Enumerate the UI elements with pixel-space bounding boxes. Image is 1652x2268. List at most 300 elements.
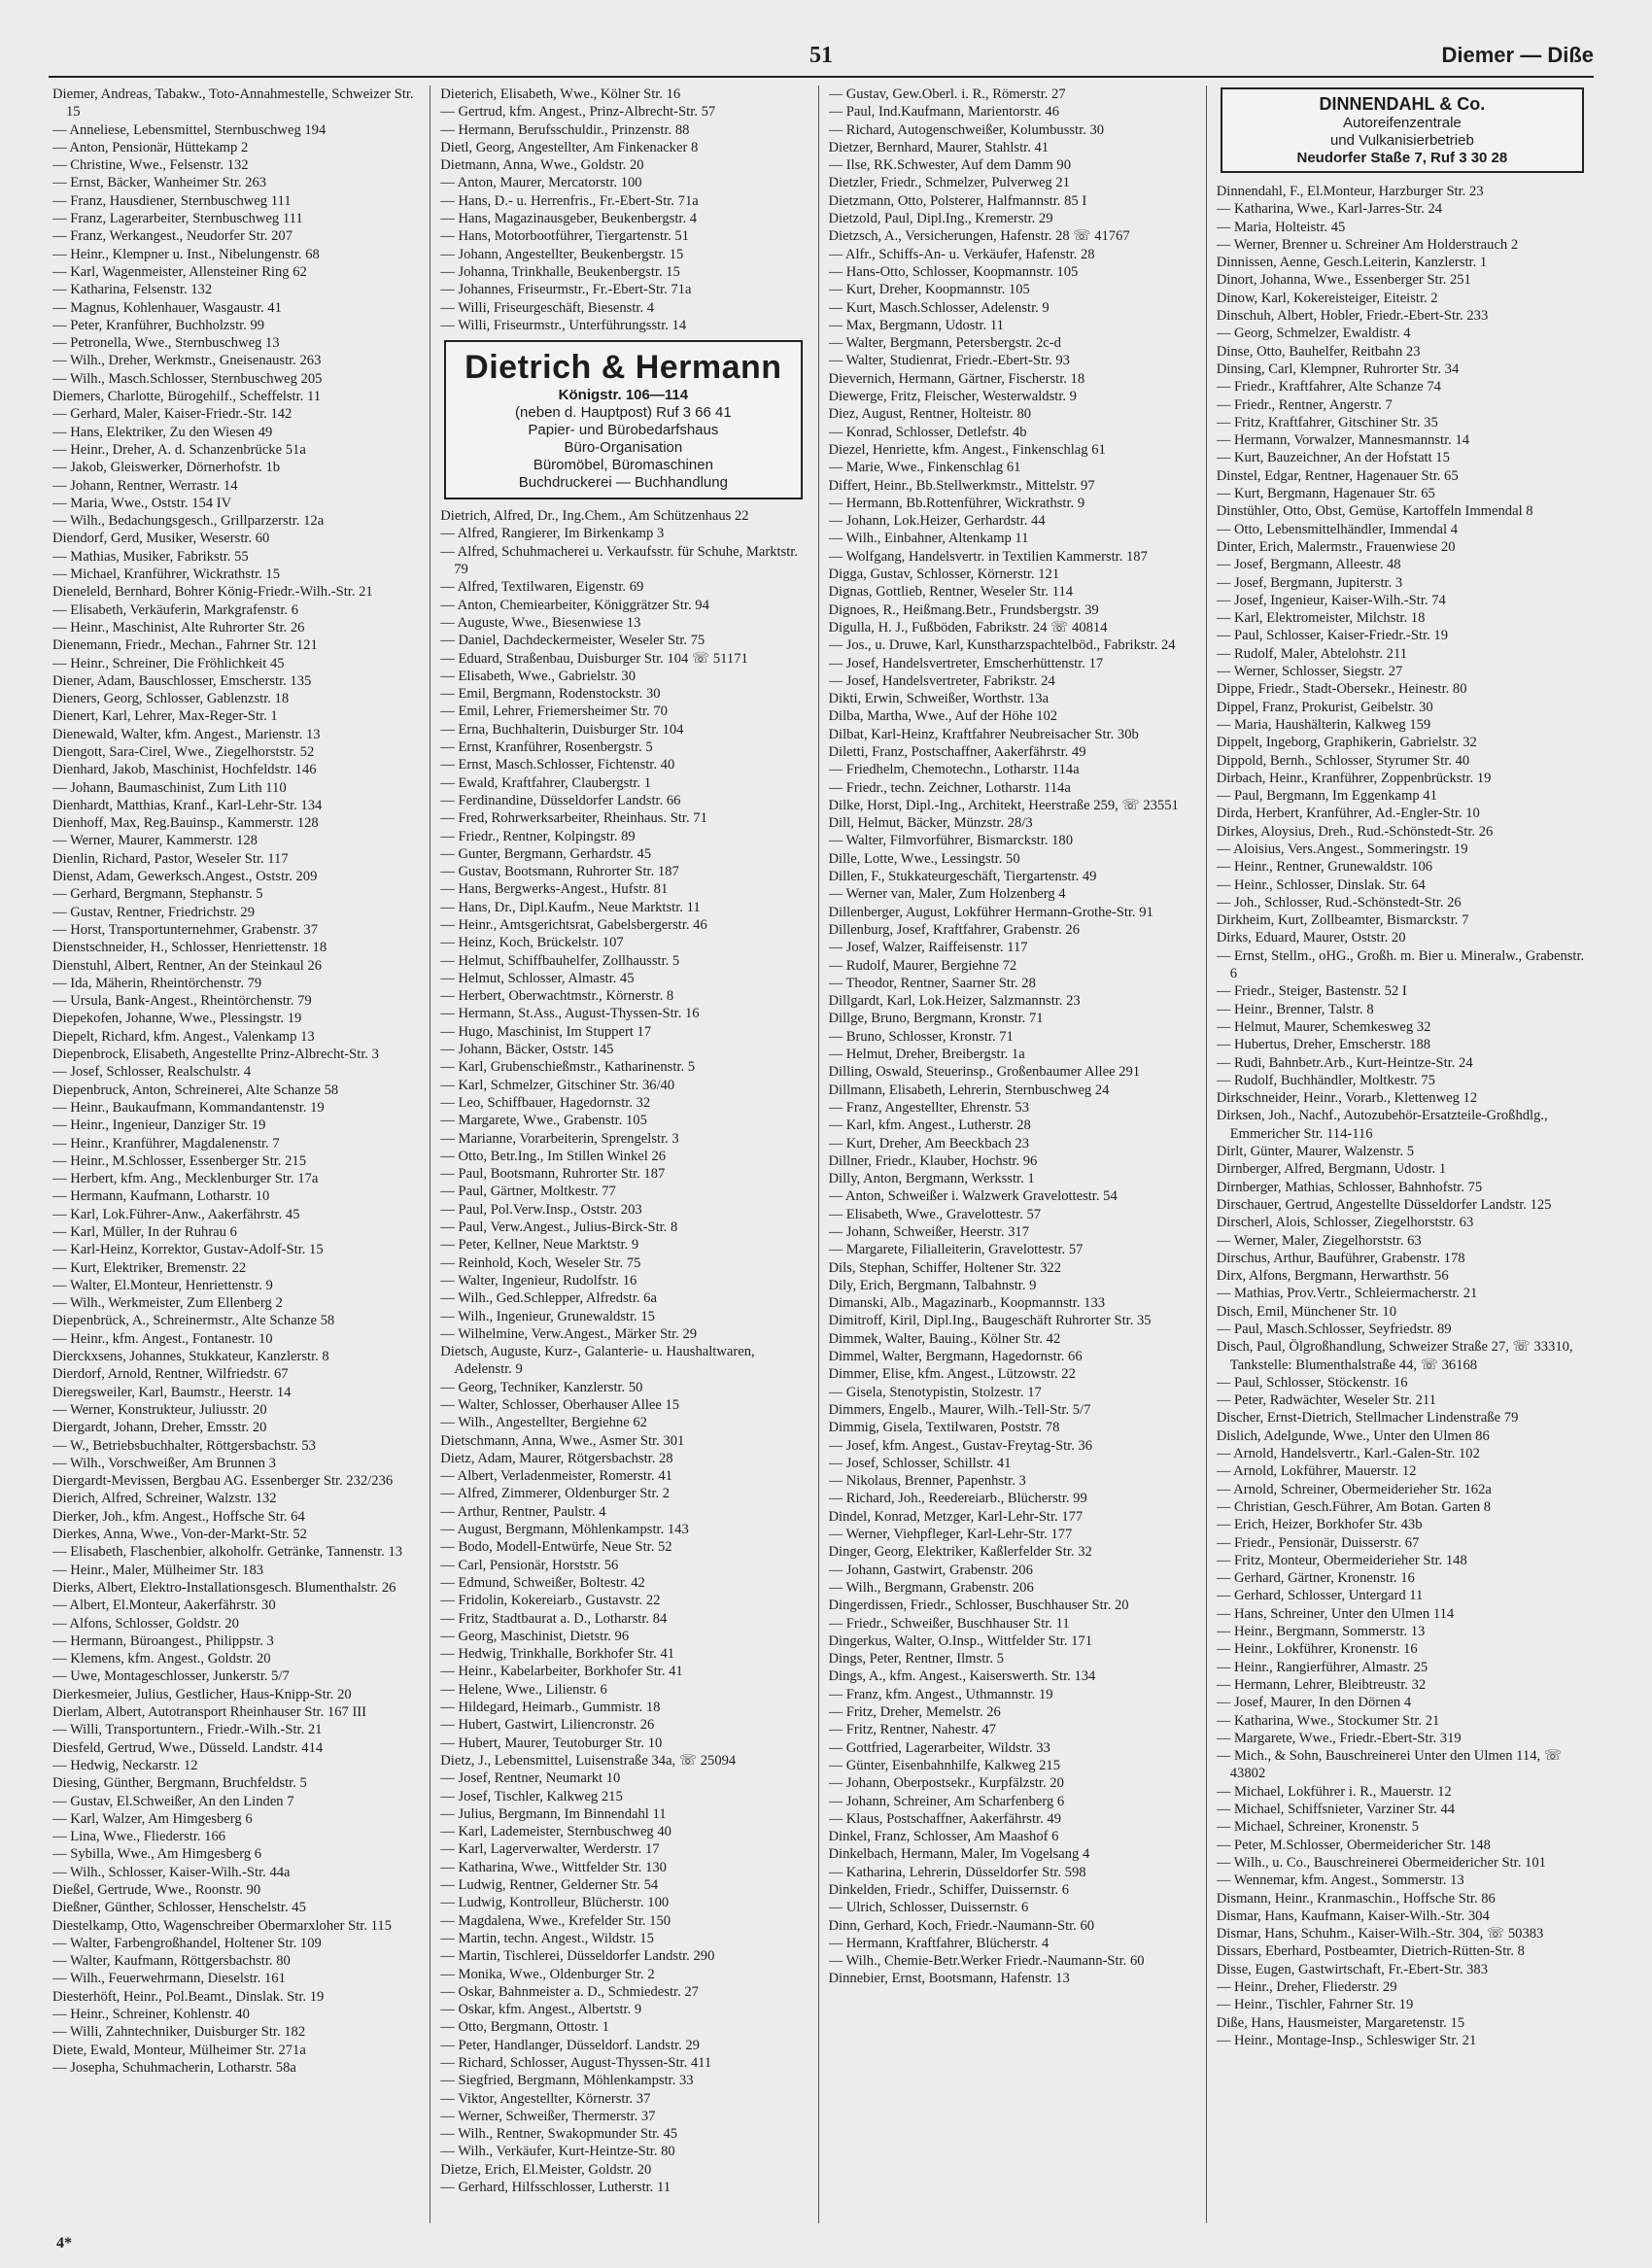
ad-line1: Papier- und Bürobedarfshaus	[528, 422, 719, 439]
directory-entry: — Fritz, Kraftfahrer, Gitschiner Str. 35	[1216, 414, 1438, 430]
directory-entry: Dippe, Friedr., Stadt-Obersekr., Heinestr. 80	[1216, 681, 1467, 698]
directory-entry: — Werner, Brenner u. Schreiner Am Holderstrauch 2	[1216, 236, 1519, 253]
directory-entry: Dierkesmeier, Julius, Gestlicher, Haus-Knipp-Str. 20	[52, 1686, 352, 1702]
directory-entry: — Hans, Elektriker, Zu den Wiesen 49	[52, 424, 273, 440]
directory-entry: — Gottfried, Lagerarbeiter, Wildstr. 33	[828, 1739, 1050, 1756]
directory-entry: — Alfred, Schuhmacherei u. Verkaufsstr. für Schuhe, Marktstr. 79	[440, 543, 798, 578]
directory-entry: Dirnberger, Mathias, Schlosser, Bahnhofstr. 75	[1216, 1179, 1483, 1195]
directory-entry: — Aloisius, Vers.Angest., Sommeringstr. 19	[1216, 841, 1468, 857]
directory-entry: — Josepha, Schuhmacherin, Lotharstr. 58a	[52, 2059, 296, 2076]
directory-entry: Dietl, Georg, Angestellter, Am Finkenacker 8	[440, 139, 699, 155]
directory-entry: — Johann, Gastwirt, Grabenstr. 206	[828, 1562, 1033, 1578]
directory-entry: — Heinr., Bergmann, Sommerstr. 13	[1216, 1624, 1426, 1640]
directory-entry: — Heinr., Dreher, A. d. Schanzenbrücke 51a	[52, 441, 306, 458]
directory-entry: — Anton, Pensionär, Hüttekamp 2	[52, 139, 249, 155]
directory-entry: — Michael, Lokführer i. R., Mauerstr. 12	[1216, 1783, 1452, 1800]
directory-entry: — Peter, Radwächter, Weseler Str. 211	[1216, 1392, 1436, 1409]
directory-entry: — Johann, Oberpostsekr., Kurpfälzstr. 20	[828, 1775, 1064, 1792]
directory-entry: — Richard, Joh., Reedereiarb., Blücherstr. 99	[828, 1491, 1087, 1507]
directory-entry: Dirscherl, Alois, Schlosser, Ziegelhorststr. 63	[1216, 1215, 1474, 1231]
directory-entry: — Albert, El.Monteur, Aakerfährstr. 30	[52, 1598, 276, 1614]
directory-entry: Dienewald, Walter, kfm. Angest., Marienstr. 13	[52, 726, 321, 742]
directory-entry: — Hermann, Kraftfahrer, Blücherstr. 4	[828, 1935, 1050, 1951]
directory-entry: — Heinr., kfm. Angest., Fontanestr. 10	[52, 1330, 273, 1347]
directory-entry: — Hermann, Vorwalzer, Mannesmannstr. 14	[1216, 432, 1470, 449]
directory-entry: Dinse, Otto, Bauhelfer, Reitbahn 23	[1216, 343, 1421, 360]
directory-entry: — Arnold, Lokführer, Mauerstr. 12	[1216, 1463, 1417, 1480]
directory-entry: Differt, Heinr., Bb.Stellwerkmstr., Mittelstr. 97	[828, 477, 1095, 494]
directory-entry: — Katharina, Felsenstr. 132	[52, 282, 213, 298]
directory-entry: Dismar, Hans, Kaufmann, Kaiser-Wilh.-Str. 304	[1216, 1907, 1490, 1924]
directory-entry: — Heinr., Klempner u. Inst., Nibelungenstr. 68	[52, 246, 320, 262]
directory-entry: — Walter, El.Monteur, Henriettenstr. 9	[52, 1277, 273, 1293]
directory-entry: — Friedhelm, Chemotechn., Lotharstr. 114a	[828, 762, 1080, 778]
directory-entry: Disch, Emil, Münchener Str. 10	[1216, 1303, 1396, 1320]
directory-entry: — Mathias, Musiker, Fabrikstr. 55	[52, 548, 249, 565]
directory-entry: Diener, Adam, Bauschlosser, Emscherstr. 135	[52, 672, 312, 689]
directory-entry: Dießner, Günther, Schlosser, Henschelstr. 45	[52, 1900, 306, 1916]
ad-line4: Buchdruckerei — Buchhandlung	[518, 474, 728, 492]
directory-entry: — Arnold, Schreiner, Obermeiderieher Str. 162a	[1216, 1481, 1492, 1497]
directory-entry: — Heinr., Lokführer, Kronenstr. 16	[1216, 1641, 1418, 1658]
directory-entry: — Josef, kfm. Angest., Gustav-Freytag-Str. 36	[828, 1437, 1093, 1454]
directory-entry: Dilly, Anton, Bergmann, Werksstr. 1	[828, 1171, 1035, 1187]
directory-entry: — Hans, Dr., Dipl.Kaufm., Neue Marktstr. 11	[440, 899, 701, 915]
directory-entry: — Franz, Lagerarbeiter, Sternbuschweg 111	[52, 211, 303, 227]
directory-entry: — Fritz, Monteur, Obermeiderieher Str. 148	[1216, 1552, 1467, 1568]
directory-entry: — Johann, Bäcker, Oststr. 145	[440, 1042, 614, 1058]
directory-entry: — Katharina, Wwe., Karl-Jarres-Str. 24	[1216, 201, 1443, 218]
directory-entry: — Josef, Tischler, Kalkweg 215	[440, 1788, 623, 1804]
directory-entry: — Hans, Motorbootführer, Tiergartenstr. 51	[440, 228, 689, 245]
directory-entry: — Josef, Walzer, Raiffeisenstr. 117	[828, 940, 1028, 956]
directory-entry: Dirschus, Arthur, Bauführer, Grabenstr. 178	[1216, 1250, 1465, 1266]
directory-entry: — Werner, Schweißer, Thermerstr. 37	[440, 2108, 656, 2124]
directory-entry: Dirkheim, Kurt, Zollbeamter, Bismarckstr. 7	[1216, 912, 1469, 929]
directory-entry: Digulla, H. J., Fußböden, Fabrikstr. 24 ☏ 40814	[828, 619, 1108, 636]
directory-entry: — Heinr., Schlosser, Dinslak. Str. 64	[1216, 876, 1426, 893]
directory-entry: — Ida, Mäherin, Rheintörchenstr. 79	[52, 975, 262, 991]
directory-entry: — Friedr., Pensionär, Duisserstr. 67	[1216, 1534, 1420, 1551]
directory-entry: — Maria, Wwe., Oststr. 154 IV	[52, 495, 232, 511]
directory-entry: Dinnissen, Aenne, Gesch.Leiterin, Kanzlerstr. 1	[1216, 255, 1488, 271]
directory-entry: Dinn, Gerhard, Koch, Friedr.-Naumann-Str. 60	[828, 1917, 1095, 1934]
directory-entry: — Wilh., Einbahner, Altenkamp 11	[828, 531, 1029, 547]
directory-entry: Dillenburg, Josef, Kraftfahrer, Grabenstr. 26	[828, 921, 1081, 938]
directory-entry: — Heinr., Schreiner, Kohlenstr. 40	[52, 2007, 250, 2023]
directory-entry: — Julius, Bergmann, Im Binnendahl 11	[440, 1805, 667, 1822]
directory-entry: Dirschauer, Gertrud, Angestellte Düsseldorfer Landstr. 125	[1216, 1196, 1552, 1213]
directory-entry: — Wilh., Bedachungsgesch., Grillparzerstr. 12a	[52, 513, 325, 530]
directory-entry: — Josef, Schlosser, Schillstr. 41	[828, 1455, 1012, 1471]
directory-entry: — Karl, Grubenschießmstr., Katharinenstr. 5	[440, 1059, 696, 1076]
directory-entry: — Martin, Tischlerei, Düsseldorfer Landstr. 290	[440, 1948, 715, 1965]
sheet-signature: 4*	[56, 2235, 72, 2251]
directory-entry: — Petronella, Wwe., Sternbuschweg 13	[52, 335, 280, 352]
directory-entry: — Fridolin, Kokereiarb., Gustavstr. 22	[440, 1593, 661, 1609]
directory-entry: — Karl, Müller, In der Ruhrau 6	[52, 1224, 237, 1240]
directory-entry: Dietsch, Auguste, Kurz-, Galanterie- u. Haushaltwaren, Adelenstr. 9	[440, 1344, 755, 1378]
directory-entry: Dirlt, Günter, Maurer, Walzenstr. 5	[1216, 1144, 1415, 1160]
directory-entry: — Gisela, Stenotypistin, Stolzestr. 17	[828, 1384, 1042, 1400]
directory-entry: — Hermann, Lehrer, Bleibtreustr. 32	[1216, 1676, 1427, 1693]
directory-entry: — Wilh., Ingenieur, Grunewaldstr. 15	[440, 1308, 655, 1324]
directory-entry: Discher, Ernst-Dietrich, Stellmacher Lindenstraße 79	[1216, 1410, 1519, 1426]
directory-entry: — Josef, Schlosser, Realschulstr. 4	[52, 1064, 252, 1081]
directory-entry: — Elisabeth, Verkäuferin, Markgrafenstr. 6	[52, 601, 299, 618]
directory-entry: Dille, Lotte, Wwe., Lessingstr. 50	[828, 850, 1020, 867]
directory-entry: — Emil, Bergmann, Rodenstockstr. 30	[440, 686, 661, 703]
directory-entry: — Paul, Verw.Angest., Julius-Birck-Str. 8	[440, 1220, 678, 1236]
directory-entry: — Marie, Wwe., Finkenschlag 61	[828, 460, 1021, 476]
directory-entry: Dirbach, Heinr., Kranführer, Zoppenbrückstr. 19	[1216, 770, 1492, 786]
directory-entry: — Gerhard, Gärtner, Kronenstr. 16	[1216, 1570, 1415, 1587]
directory-entry: Dippel, Franz, Prokurist, Geibelstr. 30	[1216, 699, 1433, 715]
directory-entry: — Karl, kfm. Angest., Lutherstr. 28	[828, 1117, 1031, 1134]
directory-entry: — Edmund, Schweißer, Boltestr. 42	[440, 1574, 645, 1591]
directory-entry: — Friedr., techn. Zeichner, Lotharstr. 114a	[828, 779, 1071, 796]
directory-entry: — Mathias, Prov.Vertr., Schleiermacherstr. 21	[1216, 1286, 1478, 1302]
directory-entry: Dieterich, Elisabeth, Wwe., Kölner Str. 16	[440, 86, 681, 102]
directory-entry: Dinkel, Franz, Schlosser, Am Maashof 6	[828, 1829, 1059, 1845]
ad-line1: Autoreifenzentrale	[1343, 115, 1462, 131]
directory-entry: Dillge, Bruno, Bergmann, Kronstr. 71	[828, 1011, 1044, 1027]
directory-entry: — Willi, Zahntechniker, Duisburger Str. 182	[52, 2024, 306, 2041]
directory-entry: — Kurt, Dreher, Am Beeckbach 23	[828, 1135, 1029, 1151]
directory-entry: — Margarete, Filialleiterin, Gravelottestr. 57	[828, 1242, 1084, 1258]
directory-entry: — Wilh., Werkmeister, Zum Ellenberg 2	[52, 1295, 283, 1312]
directory-entry: — Katharina, Wwe., Stockumer Str. 21	[1216, 1712, 1440, 1729]
directory-entry: — Gustav, Gew.Oberl. i. R., Römerstr. 27	[828, 86, 1066, 102]
directory-entry: Dievernich, Hermann, Gärtner, Fischerstr. 18	[828, 370, 1085, 387]
directory-entry: — Walter, Studienrat, Friedr.-Ebert-Str. 93	[828, 353, 1070, 369]
directory-entry: Dinow, Karl, Kokereisteiger, Eiteistr. 2	[1216, 290, 1438, 306]
directory-entry: Diemer, Andreas, Tabakw., Toto-Annahmestelle, Schweizer Str. 15	[52, 86, 414, 120]
directory-entry: — Jos., u. Druwe, Karl, Kunstharzspachtelböd., Fabrikstr. 24	[828, 637, 1176, 654]
directory-entry: — Helmut, Dreher, Breibergstr. 1a	[828, 1047, 1025, 1063]
directory-entry: Dießel, Gertrude, Wwe., Roonstr. 90	[52, 1881, 261, 1898]
directory-entry: — Wilh., Chemie-Betr.Werker Friedr.-Naumann-Str. 60	[828, 1953, 1145, 1970]
directory-entry: — Paul, Pol.Verw.Insp., Oststr. 203	[440, 1201, 642, 1218]
directory-entry: — Paul, Schlosser, Kaiser-Friedr.-Str. 19	[1216, 628, 1449, 644]
directory-entry: — Wilhelmine, Verw.Angest., Märker Str. 29	[440, 1325, 698, 1342]
directory-entry: Dindel, Konrad, Metzger, Karl-Lehr-Str. 177	[828, 1508, 1084, 1525]
directory-entry: — Daniel, Dachdeckermeister, Weseler Str. 75	[440, 633, 706, 649]
directory-entry: Dilke, Horst, Dipl.-Ing., Architekt, Heerstraße 259, ☏ 23551	[828, 797, 1179, 813]
directory-entry: — Wilh., Angestellter, Bergiehne 62	[440, 1415, 647, 1431]
directory-entry: — Heinr., Schreiner, Die Fröhlichkeit 45	[52, 655, 285, 671]
directory-entry: — Johanna, Trinkhalle, Beukenbergstr. 15	[440, 263, 680, 280]
directory-entry: — Heinr., Dreher, Fliederstr. 29	[1216, 1978, 1397, 1995]
directory-entry: — Emil, Lehrer, Friemersheimer Str. 70	[440, 704, 668, 720]
directory-entry: Dinsing, Carl, Klempner, Ruhrorter Str. 34	[1216, 361, 1460, 377]
directory-entry: Dienst, Adam, Gewerksch.Angest., Oststr. 209	[52, 869, 318, 885]
directory-entry: Dirkes, Aloysius, Dreh., Rud.-Schönstedt-Str. 26	[1216, 823, 1494, 840]
directory-entry: — Magdalena, Wwe., Krefelder Str. 150	[440, 1912, 671, 1929]
directory-entry: — Hans, Magazinausgeber, Beukenbergstr. 4	[440, 211, 698, 227]
directory-entry: Dinkelden, Friedr., Schiffer, Duissernstr. 6	[828, 1881, 1070, 1898]
directory-entry: Dietz, Adam, Maurer, Rötgersbachstr. 28	[440, 1450, 673, 1466]
directory-entry: — Gunter, Bergmann, Gerhardstr. 45	[440, 845, 652, 862]
directory-entry: — Otto, Betr.Ing., Im Stillen Winkel 26	[440, 1148, 667, 1164]
directory-entry: Dinstühler, Otto, Obst, Gemüse, Kartoffeln Immendal 8	[1216, 503, 1533, 520]
directory-entry: — Katharina, Lehrerin, Düsseldorfer Str. 598	[828, 1864, 1086, 1880]
directory-entry: — Viktor, Angestellter, Körnerstr. 37	[440, 2090, 651, 2107]
directory-entry: Dings, A., kfm. Angest., Kaiserswerth. Str. 134	[828, 1668, 1096, 1685]
directory-entry: Dirnberger, Alfred, Bergmann, Udostr. 1	[1216, 1161, 1447, 1178]
directory-entry: — Heinr., Maler, Mülheimer Str. 183	[52, 1562, 264, 1578]
directory-entry: — Johann, Baumaschinist, Zum Lith 110	[52, 779, 287, 796]
directory-entry: — Helmut, Maurer, Schemkesweg 32	[1216, 1018, 1431, 1035]
directory-entry: Dienemann, Friedr., Mechan., Fahrner Str. 121	[52, 637, 318, 654]
directory-entry: — Friedr., Schweißer, Buschhauser Str. 11	[828, 1615, 1070, 1632]
directory-entry: — Helmut, Schlosser, Almastr. 45	[440, 970, 635, 986]
directory-entry: — Walter, Schlosser, Oberhauser Allee 15	[440, 1397, 680, 1413]
directory-entry: — Heinz, Koch, Brückelstr. 107	[440, 935, 624, 951]
directory-entry: — Ferdinandine, Düsseldorfer Landstr. 66	[440, 792, 681, 808]
directory-entry: — Hedwig, Neckarstr. 12	[52, 1757, 198, 1773]
directory-entry: Dismann, Heinr., Kranmaschin., Hoffsche Str. 86	[1216, 1890, 1496, 1907]
directory-entry: — Kurt, Elektriker, Bremenstr. 22	[52, 1259, 247, 1276]
directory-entry: Dikti, Erwin, Schweißer, Worthstr. 13a	[828, 691, 1050, 707]
directory-entry: — Josef, Rentner, Neumarkt 10	[440, 1770, 621, 1787]
directory-entry: Dillenberger, August, Lokführer Hermann-Grothe-Str. 91	[828, 904, 1153, 920]
directory-entry: — Friedr., Steiger, Bastenstr. 52 I	[1216, 983, 1407, 1000]
directory-entry: Diesterhöft, Heinr., Pol.Beamt., Dinslak. Str. 19	[52, 1988, 325, 2005]
directory-entry: Dietze, Erich, El.Meister, Goldstr. 20	[440, 2161, 652, 2178]
ad-line2: Büro-Organisation	[564, 439, 683, 457]
directory-entry: Dinger, Georg, Elektriker, Kaßlerfelder Str. 32	[828, 1544, 1092, 1561]
directory-entry: Diengott, Sara-Cirel, Wwe., Ziegelhorststr. 52	[52, 743, 315, 760]
directory-entry: — Leo, Schiffbauer, Hagedornstr. 32	[440, 1094, 651, 1111]
directory-entry: — Elisabeth, Wwe., Gabrielstr. 30	[440, 668, 637, 684]
directory-entry: Dily, Erich, Bergmann, Talbahnstr. 9	[828, 1277, 1037, 1293]
directory-entry: — Fritz, Dreher, Memelstr. 26	[828, 1704, 1001, 1721]
directory-entry: — Rudolf, Buchhändler, Moltkestr. 75	[1216, 1072, 1435, 1088]
directory-entry: — Paul, Masch.Schlosser, Seyfriedstr. 89	[1216, 1322, 1452, 1337]
directory-entry: Diße, Hans, Hausmeister, Margaretenstr. 15	[1216, 2014, 1465, 2031]
directory-entry: Diez, August, Rentner, Holteistr. 80	[828, 406, 1032, 423]
directory-entry: — Karl, Schmelzer, Gitschiner Str. 36/40	[440, 1077, 675, 1093]
directory-entry: — Werner van, Maler, Zum Holzenberg 4	[828, 886, 1066, 903]
directory-entry: — Paul, Schlosser, Stöckenstr. 16	[1216, 1374, 1408, 1391]
directory-entry: Dietz, J., Lebensmittel, Luisenstraße 34a, ☏ 25094	[440, 1752, 737, 1769]
directory-entry: Dietzold, Paul, Dipl.Ing., Kremerstr. 29	[828, 211, 1053, 227]
directory-entry: — Wolfgang, Handelsvertr. in Textilien Kammerstr. 187	[828, 548, 1148, 565]
directory-entry: — Richard, Schlosser, August-Thyssen-Str. 411	[440, 2054, 712, 2071]
directory-entry: — Wilh., Dreher, Werkmstr., Gneisenaustr. 263	[52, 353, 322, 369]
directory-entry: — W., Betriebsbuchhalter, Röttgersbachstr. 53	[52, 1437, 316, 1454]
directory-entry: — Margarete, Wwe., Friedr.-Ebert-Str. 319	[1216, 1730, 1462, 1746]
directory-entry: — Ernst, Stellm., oHG., Großh. m. Bier u. Mineralw., Grabenstr. 6	[1216, 947, 1585, 982]
directory-entry: Dilbat, Karl-Heinz, Kraftfahrer Neubreisacher Str. 30b	[828, 726, 1139, 742]
directory-entry: — Michael, Kranführer, Wickrathstr. 15	[52, 567, 281, 583]
directory-entry: Dill, Helmut, Bäcker, Münzstr. 28/3	[828, 815, 1033, 832]
directory-entry: — Ewald, Kraftfahrer, Claubergstr. 1	[440, 774, 652, 791]
directory-entry: — Franz, Hausdiener, Sternbuschweg 111	[52, 192, 292, 209]
directory-entry: — Hans, D.- u. Herrenfris., Fr.-Ebert-Str. 71a	[440, 192, 699, 209]
directory-entry: — Josef, Handelsvertreter, Emscherhüttenstr. 17	[828, 655, 1104, 671]
directory-entry: — Helmut, Schiffbauhelfer, Zollhausstr. 5	[440, 952, 680, 969]
directory-entry: — Hubert, Gastwirt, Liliencronstr. 26	[440, 1717, 655, 1734]
directory-entry: Dinkelbach, Hermann, Maler, Im Vogelsang 4	[828, 1846, 1090, 1863]
directory-entry: — Wilh., Feuerwehrmann, Dieselstr. 161	[52, 1971, 286, 1987]
running-head: Diemer — Diße	[1441, 43, 1594, 67]
directory-entry: Dietzer, Bernhard, Maurer, Stahlstr. 41	[828, 139, 1050, 155]
directory-entry: Diletti, Franz, Postschaffner, Aakerfährstr. 49	[828, 743, 1086, 760]
directory-entry: Dietmann, Anna, Wwe., Goldstr. 20	[440, 157, 644, 174]
directory-entry: — Gustav, Rentner, Friedrichstr. 29	[52, 904, 256, 920]
directory-entry: Diergardt-Mevissen, Bergbau AG. Essenberger Str. 232/236	[52, 1473, 394, 1490]
directory-entry: — Arthur, Rentner, Paulstr. 4	[440, 1503, 606, 1520]
directory-entry: Disse, Eugen, Gastwirtschaft, Fr.-Ebert-Str. 383	[1216, 1961, 1489, 1977]
directory-entry: Dieners, Georg, Schlosser, Gablenzstr. 18	[52, 691, 290, 707]
directory-entry: — Hedwig, Trinkhalle, Borkhofer Str. 41	[440, 1646, 675, 1663]
directory-entry: Dippelt, Ingeborg, Graphikerin, Gabrielstr. 32	[1216, 735, 1477, 751]
directory-entry: — Erich, Heizer, Borkhofer Str. 43b	[1216, 1517, 1423, 1533]
directory-entry: — Wilh., Schlosser, Kaiser-Wilh.-Str. 44a	[52, 1864, 291, 1880]
directory-entry: Dierlam, Albert, Autotransport Rheinhauser Str. 167 III	[52, 1704, 367, 1721]
ad-line3: Neudorfer Staße 7, Ruf 3 30 28	[1296, 150, 1508, 166]
directory-entry: Dimmig, Gisela, Textilwaren, Poststr. 78	[828, 1420, 1060, 1436]
directory-entry: — Ilse, RK.Schwester, Auf dem Damm 90	[828, 157, 1071, 174]
directory-entry: Dietzmann, Otto, Polsterer, Halfmannstr. 85 I	[828, 192, 1087, 209]
directory-entry: — Christian, Gesch.Führer, Am Botan. Garten 8	[1216, 1498, 1492, 1515]
directory-entry: Dinstel, Edgar, Rentner, Hagenauer Str. 65	[1216, 467, 1459, 484]
directory-entry: Dilling, Oswald, Steuerinsp., Großenbaumer Allee 291	[828, 1064, 1141, 1081]
directory-entry: Disch, Paul, Ölgroßhandlung, Schweizer Straße 27, ☏ 33310, Tankstelle: Blumenthalstraße 44, ☏ 36168	[1216, 1339, 1573, 1373]
directory-entry: — Joh., Schlosser, Rud.-Schönstedt-Str. 26	[1216, 894, 1462, 911]
directory-entry: — Paul, Bergmann, Im Eggenkamp 41	[1216, 788, 1437, 805]
directory-entry: — Ernst, Kranführer, Rosenbergstr. 5	[440, 739, 653, 756]
directory-entry: — Hermann, St.Ass., August-Thyssen-Str. 16	[440, 1006, 700, 1022]
ad-line2: und Vulkanisierbetrieb	[1329, 132, 1474, 149]
directory-entry: — Wilh., Masch.Schlosser, Sternbuschweg 205	[52, 370, 323, 387]
directory-entry: — Heinr., Kabelarbeiter, Borkhofer Str. 41	[440, 1664, 683, 1680]
directory-entry: — Marianne, Vorarbeiterin, Sprengelstr. 3	[440, 1130, 679, 1147]
directory-entry: Dierckxsens, Johannes, Stukkateur, Kanzlerstr. 8	[52, 1349, 329, 1365]
directory-entry: — Karl, Walzer, Am Himgesberg 6	[52, 1810, 253, 1827]
directory-entry: Diete, Ewald, Monteur, Mülheimer Str. 271a	[52, 2042, 306, 2058]
directory-entry: — Walter, Farbengroßhandel, Holtener Str. 109	[52, 1935, 322, 1951]
directory-entry: Dinnendahl, F., El.Monteur, Harzburger Str. 23	[1216, 184, 1484, 199]
page-header	[49, 39, 1594, 78]
directory-entry: — Hermann, Kaufmann, Lotharstr. 10	[52, 1188, 270, 1205]
directory-entry: — Max, Bergmann, Udostr. 11	[828, 317, 1004, 333]
directory-entry: — Johann, Lok.Heizer, Gerhardstr. 44	[828, 513, 1046, 530]
directory-entry: Diesfeld, Gertrud, Wwe., Düsseld. Landstr. 414	[52, 1739, 324, 1756]
directory-entry: — Oskar, Bahnmeister a. D., Schmiedestr. 27	[440, 1983, 699, 2000]
directory-entry: — Karl, Wagenmeister, Allensteiner Ring 62	[52, 263, 307, 280]
directory-entry: Dienhardt, Matthias, Kranf., Karl-Lehr-Str. 134	[52, 797, 323, 813]
directory-entry: — Peter, M.Schlosser, Obermeidericher Str. 148	[1216, 1837, 1491, 1853]
directory-entry: — Franz, Angestellter, Ehrenstr. 53	[828, 1099, 1030, 1116]
directory-entry: — Anton, Schweißer i. Walzwerk Gravelottestr. 54	[828, 1188, 1118, 1205]
directory-entry: — Fred, Rohrwerksarbeiter, Rheinhaus. Str. 71	[440, 810, 707, 827]
directory-entry: — Fritz, Stadtbaurat a. D., Lotharstr. 84	[440, 1610, 668, 1627]
directory-entry: Digga, Gustav, Schlosser, Körnerstr. 121	[828, 567, 1060, 583]
directory-entry: Dienhoff, Max, Reg.Bauinsp., Kammerstr. 128	[52, 815, 319, 832]
directory-entry: — Karl-Heinz, Korrektor, Gustav-Adolf-Str. 15	[52, 1242, 324, 1258]
directory-entry: — Peter, Kellner, Neue Marktstr. 9	[440, 1237, 639, 1254]
directory-entry: — Wilh., Rentner, Swakopmunder Str. 45	[440, 2126, 678, 2143]
directory-entry: Dierks, Albert, Elektro-Installationsgesch. Blumenthalstr. 26	[52, 1579, 396, 1596]
directory-entry: Dirksen, Joh., Nachf., Autozubehör-Ersatzteile-Großhdlg., Emmericher Str. 114-116	[1216, 1108, 1548, 1142]
directory-entry: — Hans, Schreiner, Unter den Ulmen 114	[1216, 1605, 1455, 1622]
directory-entry: — Fritz, Rentner, Nahestr. 47	[828, 1722, 996, 1738]
directory-entry: — Rudolf, Maurer, Bergiehne 72	[828, 957, 1017, 974]
directory-entry: — Josef, Ingenieur, Kaiser-Wilh.-Str. 74	[1216, 592, 1446, 608]
directory-entry: Dimmel, Walter, Bergmann, Hagedornstr. 66	[828, 1349, 1083, 1365]
directory-entry: — Hubertus, Dreher, Emscherstr. 188	[1216, 1037, 1431, 1053]
directory-entry: Dimmer, Elise, kfm. Angest., Lützowstr. 22	[828, 1366, 1076, 1383]
directory-entry: — Anton, Chemiearbeiter, Königgrätzer Str. 94	[440, 597, 709, 613]
directory-entry: — Jakob, Gleiswerker, Dörnerhofstr. 1b	[52, 460, 281, 476]
directory-entry: — Peter, Kranführer, Buchholzstr. 99	[52, 317, 265, 333]
directory-entry: — Ernst, Bäcker, Wanheimer Str. 263	[52, 175, 267, 191]
directory-entry: — Kurt, Dreher, Koopmannstr. 105	[828, 282, 1030, 298]
directory-entry: — Hans-Otto, Schlosser, Koopmannstr. 105	[828, 263, 1079, 280]
directory-entry: — Josef, Handelsvertreter, Fabrikstr. 24	[828, 672, 1055, 689]
directory-entry: — Heinr., Maschinist, Alte Ruhrorter Str. 26	[52, 619, 305, 636]
directory-entry: — Johann, Schweißer, Heerstr. 317	[828, 1224, 1030, 1240]
directory-entry: — Hugo, Maschinist, Im Stuppert 17	[440, 1023, 652, 1040]
directory-entry: — Ulrich, Schlosser, Duissernstr. 6	[828, 1900, 1029, 1916]
directory-entry: — Eduard, Straßenbau, Duisburger Str. 104 ☏ 51171	[440, 650, 748, 667]
directory-entry: — Alfons, Schlosser, Goldstr. 20	[52, 1615, 239, 1632]
directory-entry: — Alfred, Textilwaren, Eigenstr. 69	[440, 579, 644, 596]
directory-entry: — Günter, Eisenbahnhilfe, Kalkweg 215	[828, 1757, 1061, 1773]
directory-entry: — Kurt, Bergmann, Hagenauer Str. 65	[1216, 486, 1435, 502]
directory-entry: Diemers, Charlotte, Bürogehilf., Scheffelstr. 11	[52, 389, 322, 405]
directory-entry: Dierich, Alfred, Schreiner, Walzstr. 132	[52, 1491, 277, 1507]
directory-entry: — August, Bergmann, Möhlenkampstr. 143	[440, 1522, 689, 1538]
directory-entry: — Wilh., Ged.Schlepper, Alfredstr. 6a	[440, 1290, 657, 1307]
directory-entry: Diepelt, Richard, kfm. Angest., Valenkamp 13	[52, 1028, 315, 1045]
directory-entry: — Lina, Wwe., Fliederstr. 166	[52, 1829, 226, 1845]
directory-entry: — Willi, Transportuntern., Friedr.-Wilh.-Str. 21	[52, 1722, 323, 1738]
directory-entry: — Maria, Holteistr. 45	[1216, 219, 1346, 235]
directory-entry: Dillmann, Elisabeth, Lehrerin, Sternbuschweg 24	[828, 1082, 1110, 1098]
directory-entry: — Anton, Maurer, Mercatorstr. 100	[440, 175, 642, 191]
directory-entry: — Arnold, Handelsvertr., Karl.-Galen-Str. 102	[1216, 1446, 1480, 1462]
directory-entry: Diesing, Günther, Bergmann, Bruchfeldstr. 5	[52, 1775, 307, 1792]
directory-entry: — Gertrud, kfm. Angest., Prinz-Albrecht-Str. 57	[440, 104, 716, 120]
directory-entry: — Elisabeth, Flaschenbier, alkoholfr. Getränke, Tannenstr. 13	[52, 1544, 403, 1561]
directory-entry: — Willi, Friseurmstr., Unterführungsstr. 14	[440, 317, 687, 333]
advertisement-dietrich	[444, 340, 802, 499]
directory-entry: — Ursula, Bank-Angest., Rheintörchenstr. 79	[52, 993, 312, 1010]
directory-entry: — Hubert, Maurer, Teutoburger Str. 10	[440, 1735, 663, 1751]
directory-entry: — Theodor, Rentner, Saarner Str. 28	[828, 975, 1036, 991]
directory-entry: — Mich., & Sohn, Bauschreinerei Unter den Ulmen 114, ☏ 43802	[1216, 1748, 1563, 1782]
directory-entry: Dirks, Eduard, Maurer, Oststr. 20	[1216, 930, 1406, 946]
directory-entry: Dimanski, Alb., Magazinarb., Koopmannstr. 133	[828, 1295, 1106, 1312]
directory-entry: — Bruno, Schlosser, Kronstr. 71	[828, 1028, 1014, 1045]
column-3	[829, 86, 1207, 2223]
directory-entry: — Johannes, Friseurmstr., Fr.-Ebert-Str. 71a	[440, 282, 692, 298]
directory-entry: Dignas, Gottlieb, Rentner, Weseler Str. 114	[828, 584, 1074, 601]
directory-entry: — Nikolaus, Brenner, Papenhstr. 3	[828, 1473, 1026, 1490]
directory-entry: — Paul, Ind.Kaufmann, Marientorstr. 46	[828, 104, 1060, 120]
directory-entry: Diezel, Henriette, kfm. Angest., Finkenschlag 61	[828, 441, 1106, 458]
directory-entry: Dimmers, Engelb., Maurer, Wilh.-Tell-Str. 5/7	[828, 1401, 1091, 1418]
directory-entry: Dienert, Karl, Lehrer, Max-Reger-Str. 1	[52, 708, 278, 725]
directory-entry: — Heinr., Rentner, Grunewaldstr. 106	[1216, 859, 1433, 876]
directory-entry: Dietrich, Alfred, Dr., Ing.Chem., Am Schützenhaus 22	[440, 508, 749, 525]
directory-entry: — Wennemar, kfm. Angest., Sommerstr. 13	[1216, 1873, 1464, 1889]
ad-title: DINNENDAHL & Co.	[1319, 94, 1486, 114]
